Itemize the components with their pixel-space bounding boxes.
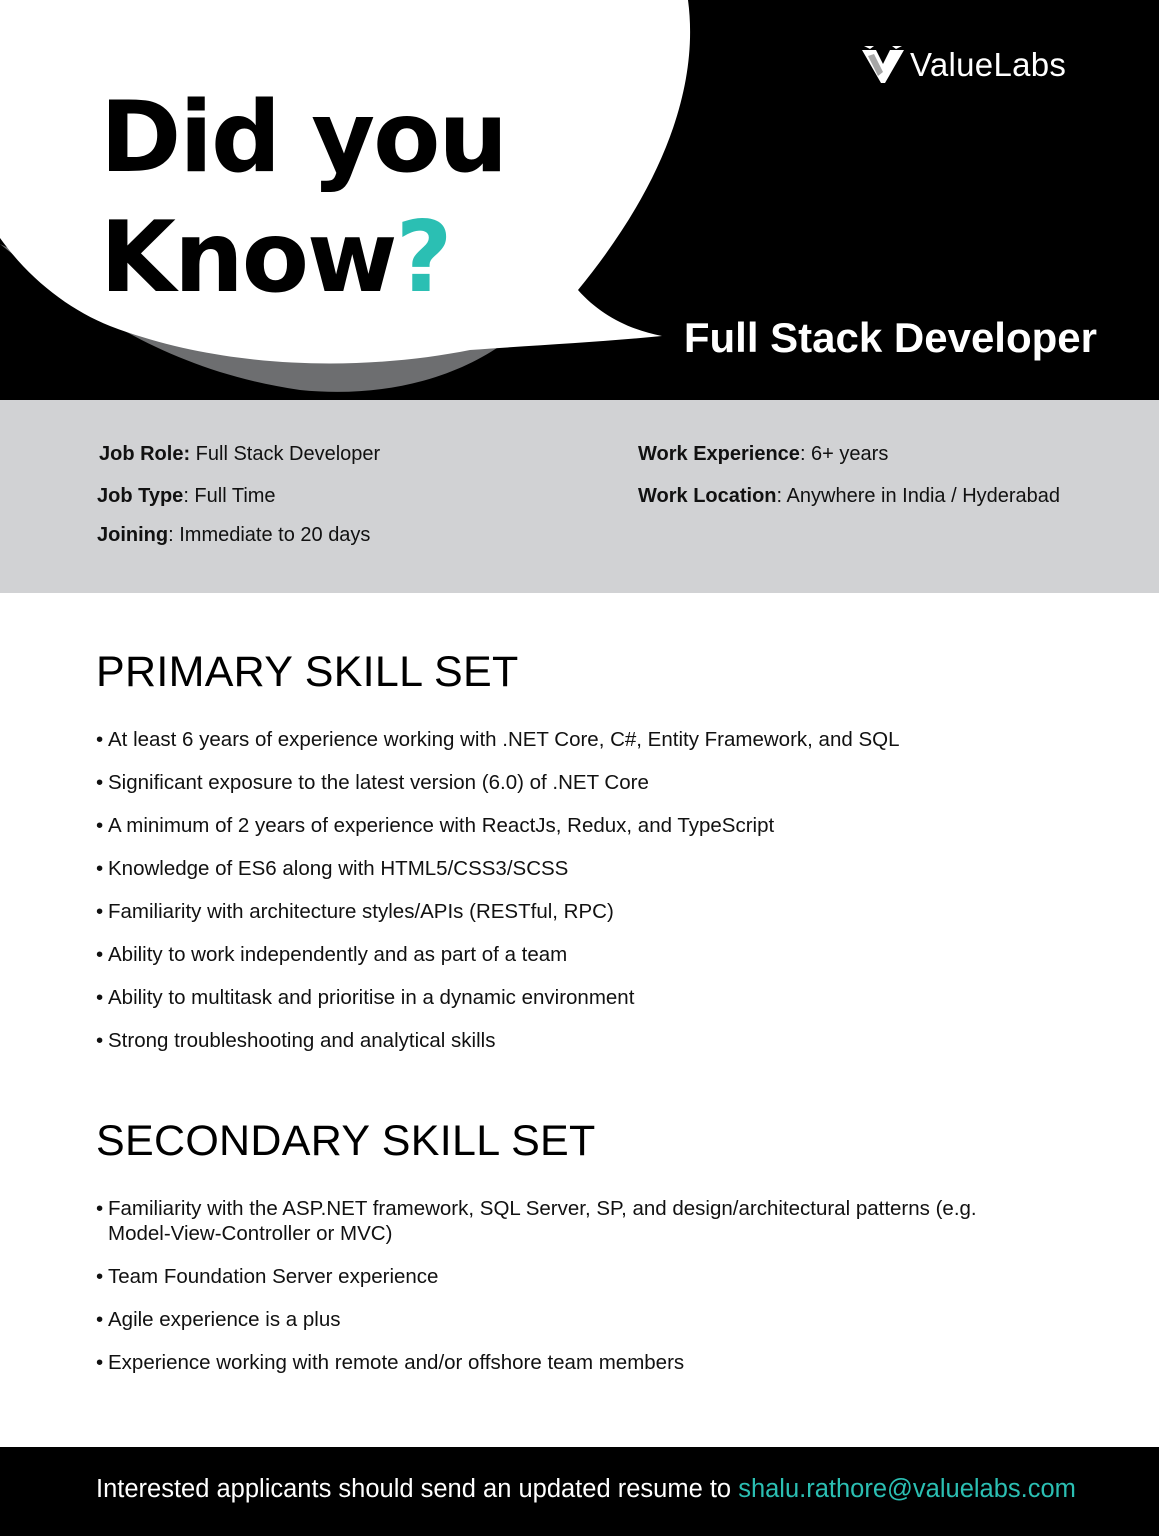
list-item: • Ability to work independently and as part of a team [96,943,568,966]
work-location-value: : Anywhere in India / Hyderabad [776,485,1061,507]
footer-message: Interested applicants should send an updated resume to [96,1475,739,1503]
work-location-row [638,485,1060,508]
headline-line-2: Know [100,201,396,315]
footer-text [96,1475,1076,1504]
job-title: Full Stack Developer [683,314,1097,361]
work-experience-label: Work Experience [638,443,800,465]
list-item: • Familiarity with architecture styles/APIs (RESTful, RPC) [96,900,614,923]
primary-skills-list [96,727,1036,1053]
secondary-skills-title: SECONDARY SKILL SET [96,1117,596,1165]
job-info-band [0,400,1159,593]
company-logo [862,46,1066,84]
list-item: • Knowledge of ES6 along with HTML5/CSS3/SCSS [96,857,569,880]
list-item: • A minimum of 2 years of experience with ReactJs, Redux, and TypeScript [96,814,775,837]
list-item: • Experience working with remote and/or offshore team members [96,1351,685,1374]
list-item: • At least 6 years of experience working with .NET Core, C#, Entity Framework, and SQL [96,728,900,751]
work-location-label: Work Location [638,485,777,507]
list-item: • Strong troubleshooting and analytical skills [96,1029,496,1052]
list-item: • Familiarity with the ASP.NET framework, SQL Server, SP, and design/architectural patterns (e.g. Model-View-Controller or MVC) [96,1197,977,1245]
headline-line-1: Did you [100,81,507,195]
job-type-value: : Full Time [183,485,276,507]
email-link[interactable]: shalu.rathore@valuelabs.com [738,1475,1076,1503]
joining-label: Joining [97,524,169,546]
list-item: • Ability to multitask and prioritise in a dynamic environment [96,986,635,1009]
headline [100,78,506,318]
joining-value: : Immediate to 20 days [168,524,371,546]
job-role-label: Job Role: [99,443,191,465]
footer [0,1447,1159,1536]
work-experience-row [638,443,888,466]
joining-row [97,524,370,547]
secondary-skills-list [96,1196,1036,1375]
list-item: • Significant exposure to the latest version (6.0) of .NET Core [96,771,649,794]
work-experience-value: : 6+ years [799,443,889,465]
job-role-row [99,443,380,466]
valuelabs-v-icon [862,46,904,84]
job-role-value: Full Stack Developer [190,443,381,465]
question-mark: ? [395,201,451,315]
job-type-label: Job Type [97,485,184,507]
job-type-row [97,485,276,508]
header [0,0,1159,400]
list-item: • Team Foundation Server experience [96,1265,439,1288]
logo-text: ValueLabs [910,46,1067,83]
primary-skills-title: PRIMARY SKILL SET [96,648,519,696]
list-item: • Agile experience is a plus [96,1308,341,1331]
